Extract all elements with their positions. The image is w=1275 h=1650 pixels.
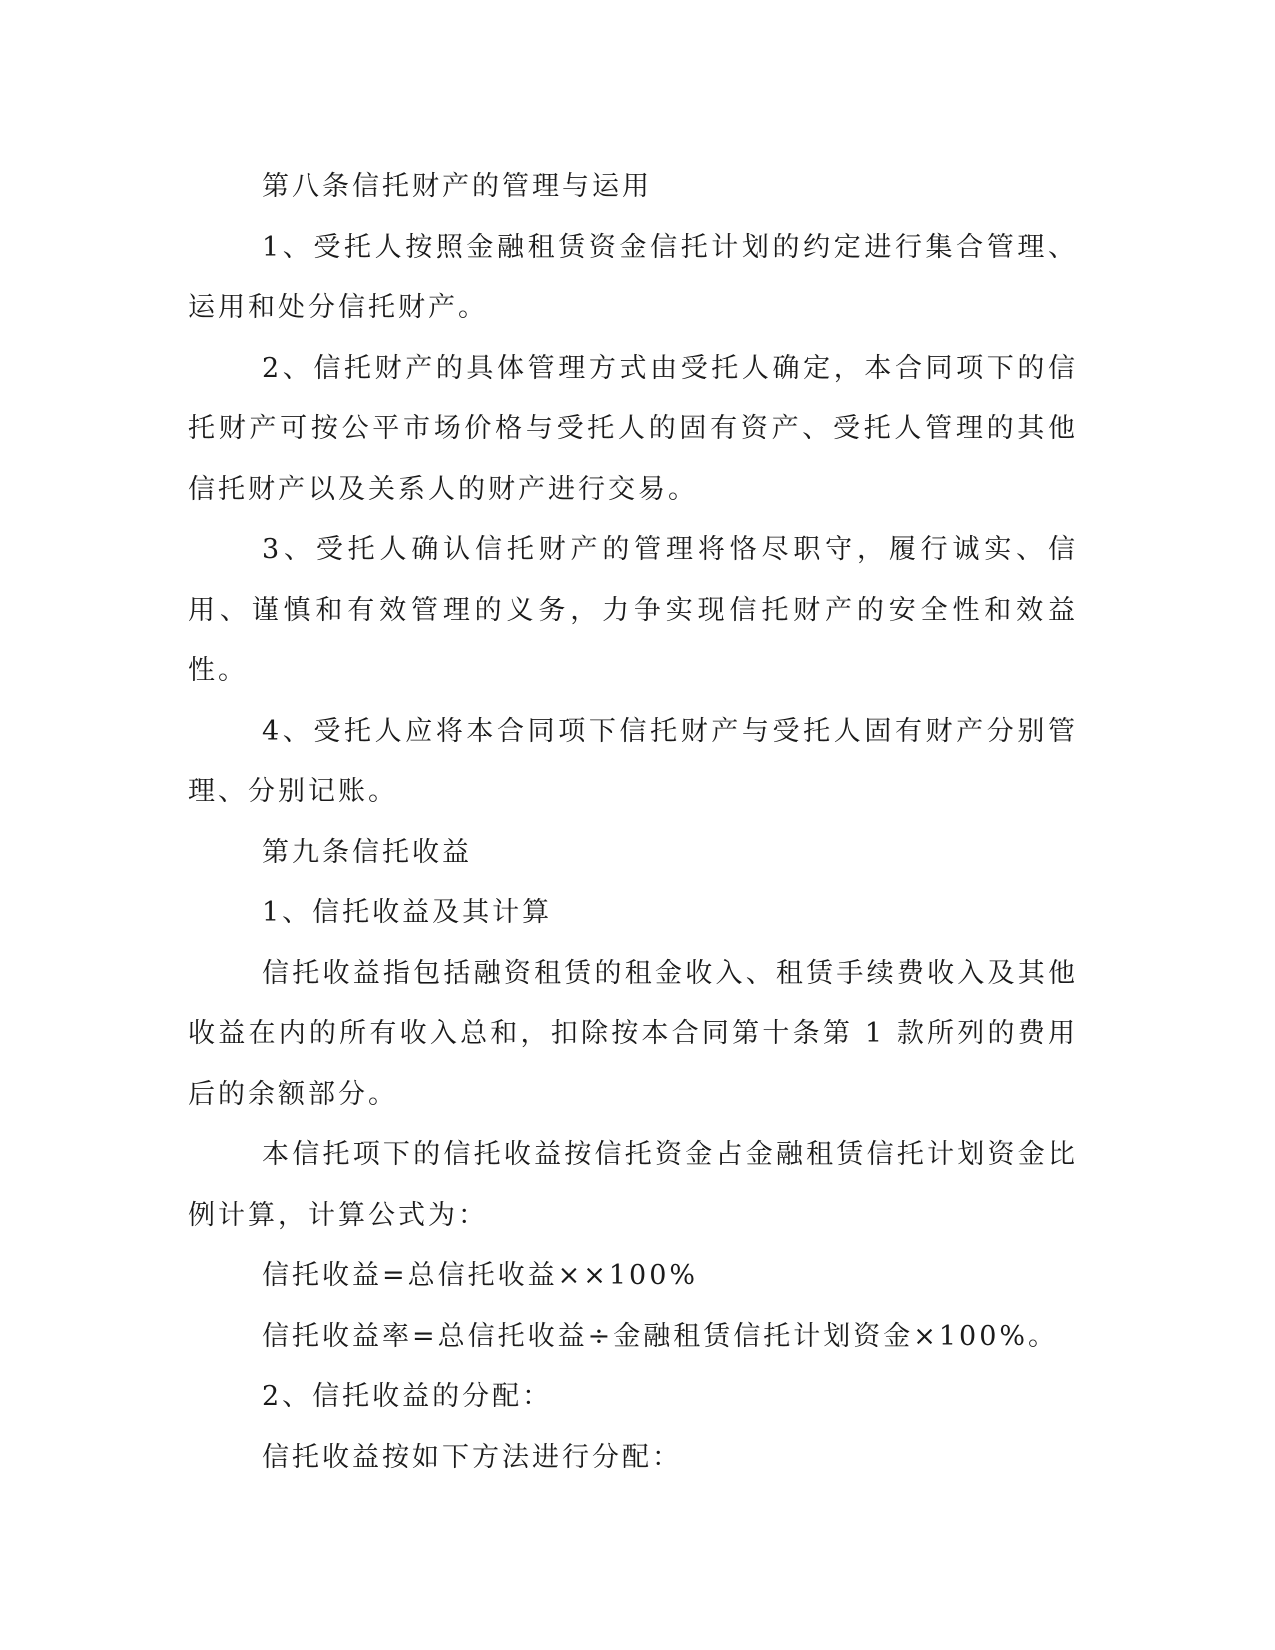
article-8-heading: 第八条信托财产的管理与运用 [262,171,652,202]
article-8-clause-1: 1、受托人按照金融租赁资金信托计划的约定进行集合管理、运用和处分信托财产。 [188,231,1078,323]
distribution-method-paragraph: 信托收益按如下方法进行分配： [262,1441,682,1473]
article-8-clause-3: 3、受托人确认信托财产的管理将恪尽职守，履行诚实、信用、谨慎和有效管理的义务，力争实现信托财产的安全性和效益性。 [188,534,1078,686]
income-rate-formula: 信托收益率=总信托收益÷金融租赁信托计划资金×100%。 [262,1320,1059,1352]
income-definition-paragraph: 信托收益指包括融资租赁的租金收入、租赁手续费收入及其他收益在内的所有收入总和，扣除按本合同第十条第 1 款所列的费用后的余额部分。 [188,957,1078,1110]
article-9-clause-2-heading: 2、信托收益的分配： [262,1381,553,1412]
income-formula: 信托收益=总信托收益××100% [262,1260,699,1291]
income-calculation-paragraph: 本信托项下的信托收益按信托资金占金融租赁信托计划资金比例计算，计算公式为： [188,1139,1078,1231]
article-8-clause-2: 2、信托财产的具体管理方式由受托人确定，本合同项下的信托财产可按公平市场价格与受托人的固有资产、受托人管理的其他信托财产以及关系人的财产进行交易。 [188,352,1078,505]
document-body [188,157,1078,1488]
article-9-heading: 第九条信托收益 [262,836,472,868]
article-9-clause-1-heading: 1、信托收益及其计算 [262,897,553,928]
article-8-clause-4: 4、受托人应将本合同项下信托财产与受托人固有财产分别管理、分别记账。 [188,715,1078,807]
